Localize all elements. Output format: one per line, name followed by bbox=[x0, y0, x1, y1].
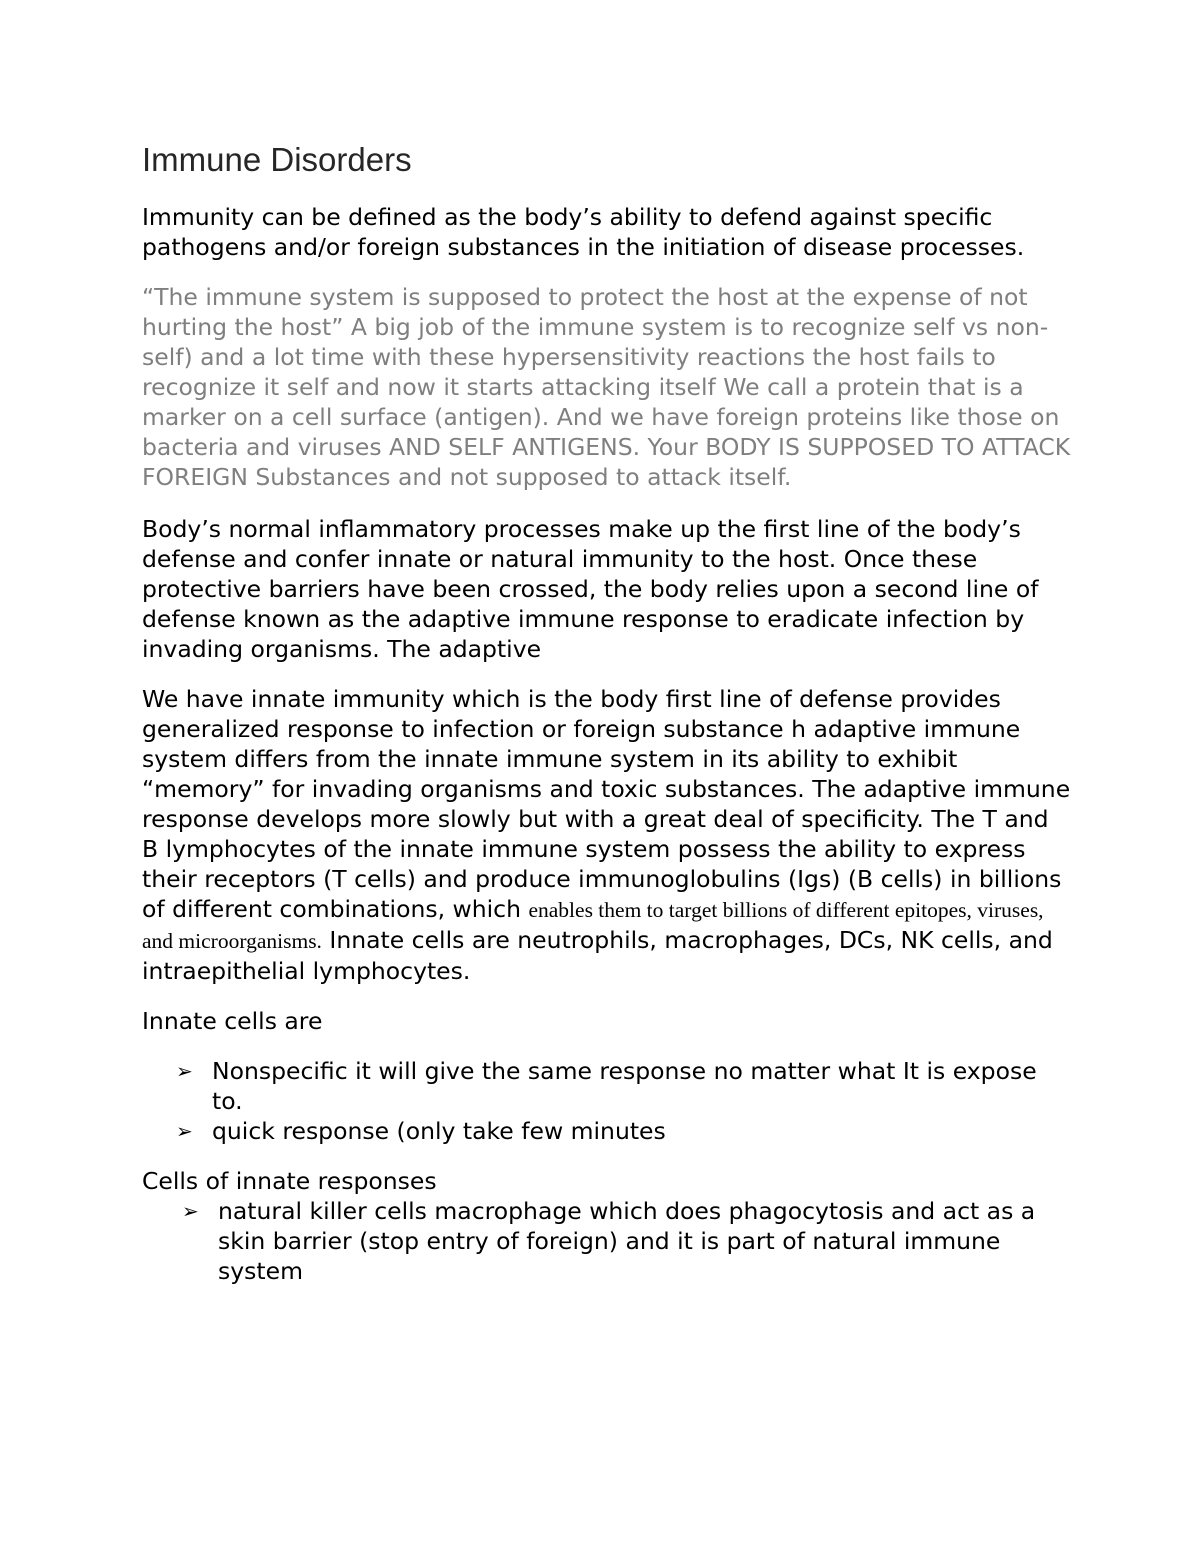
arrow-bullet-icon: ➢ bbox=[176, 1059, 193, 1083]
list-item-text: natural killer cells macrophage which does phagocytosis and act as a skin barrier (stop entry of foreign) and it is part of natural immune system bbox=[218, 1197, 1036, 1285]
list-item bbox=[182, 1196, 1072, 1286]
paragraph-quote: “The immune system is supposed to protect the host at the expense of not hurting the host” A big job of the immune system is to recognize self vs non-self) and a lot time with these hypersensitivity reactions the host fails to recognize it self and now it starts attacking itself We call a protein that is a marker on a cell surface (antigen). And we have foreign proteins like those on bacteria and viruses AND SELF ANTIGENS. Your BODY IS SUPPOSED TO ATTACK FOREIGN Substances and not supposed to attack itself. bbox=[142, 283, 1071, 491]
list-item bbox=[176, 1116, 1072, 1146]
arrow-bullet-icon: ➢ bbox=[182, 1199, 199, 1223]
document-page bbox=[142, 140, 1072, 1306]
cells-innate-heading: Cells of innate responses bbox=[142, 1167, 437, 1195]
paragraph-innate-adaptive-part3: Innate cells are neutrophils, macrophages, DCs, NK cells, and intraepithelial lymphocytes. bbox=[142, 926, 1053, 985]
paragraph-immunity-definition: Immunity can be defined as the body’s ability to defend against specific pathogens and/or foreign substances in the initiation of disease processes. bbox=[142, 203, 1025, 261]
paragraph-inflammatory-processes: Body’s normal inflammatory processes make up the first line of the body’s defense and confer innate or natural immunity to the host. Once these protective barriers have been crossed, the body relies upon a second line of defense known as the adaptive immune response to eradicate infection by invading organisms. The adaptive bbox=[142, 515, 1039, 663]
list-item bbox=[176, 1056, 1072, 1116]
paragraph-innate-adaptive-serif: enables them to target billions of different epitopes, viruses, and microorganisms. bbox=[142, 898, 1044, 953]
innate-cells-list bbox=[142, 1056, 1072, 1146]
paragraph-innate-adaptive-part1: We have innate immunity which is the body first line of defense provides generalized response to infection or foreign substance h adaptive immune system differs from the innate immune system in its ability to exhibit “memory” for invading organisms and toxic substances. The adaptive immune response develops more slowly but with a great deal of specificity. The T and B lymphocytes of the innate immune system possess the ability to express their receptors (T cells) and produce immunoglobulins (Igs) (B cells) in billions of different combinations, which bbox=[142, 685, 1071, 923]
document-title: Immune Disorders bbox=[142, 141, 412, 178]
list-item-text: Nonspecific it will give the same response no matter what It is expose to. bbox=[212, 1057, 1037, 1115]
list-item-text: quick response (only take few minutes bbox=[212, 1117, 666, 1145]
cells-innate-list bbox=[142, 1196, 1072, 1286]
innate-cells-heading: Innate cells are bbox=[142, 1007, 323, 1035]
paragraph-innate-adaptive bbox=[142, 684, 1072, 986]
arrow-bullet-icon: ➢ bbox=[176, 1119, 193, 1143]
